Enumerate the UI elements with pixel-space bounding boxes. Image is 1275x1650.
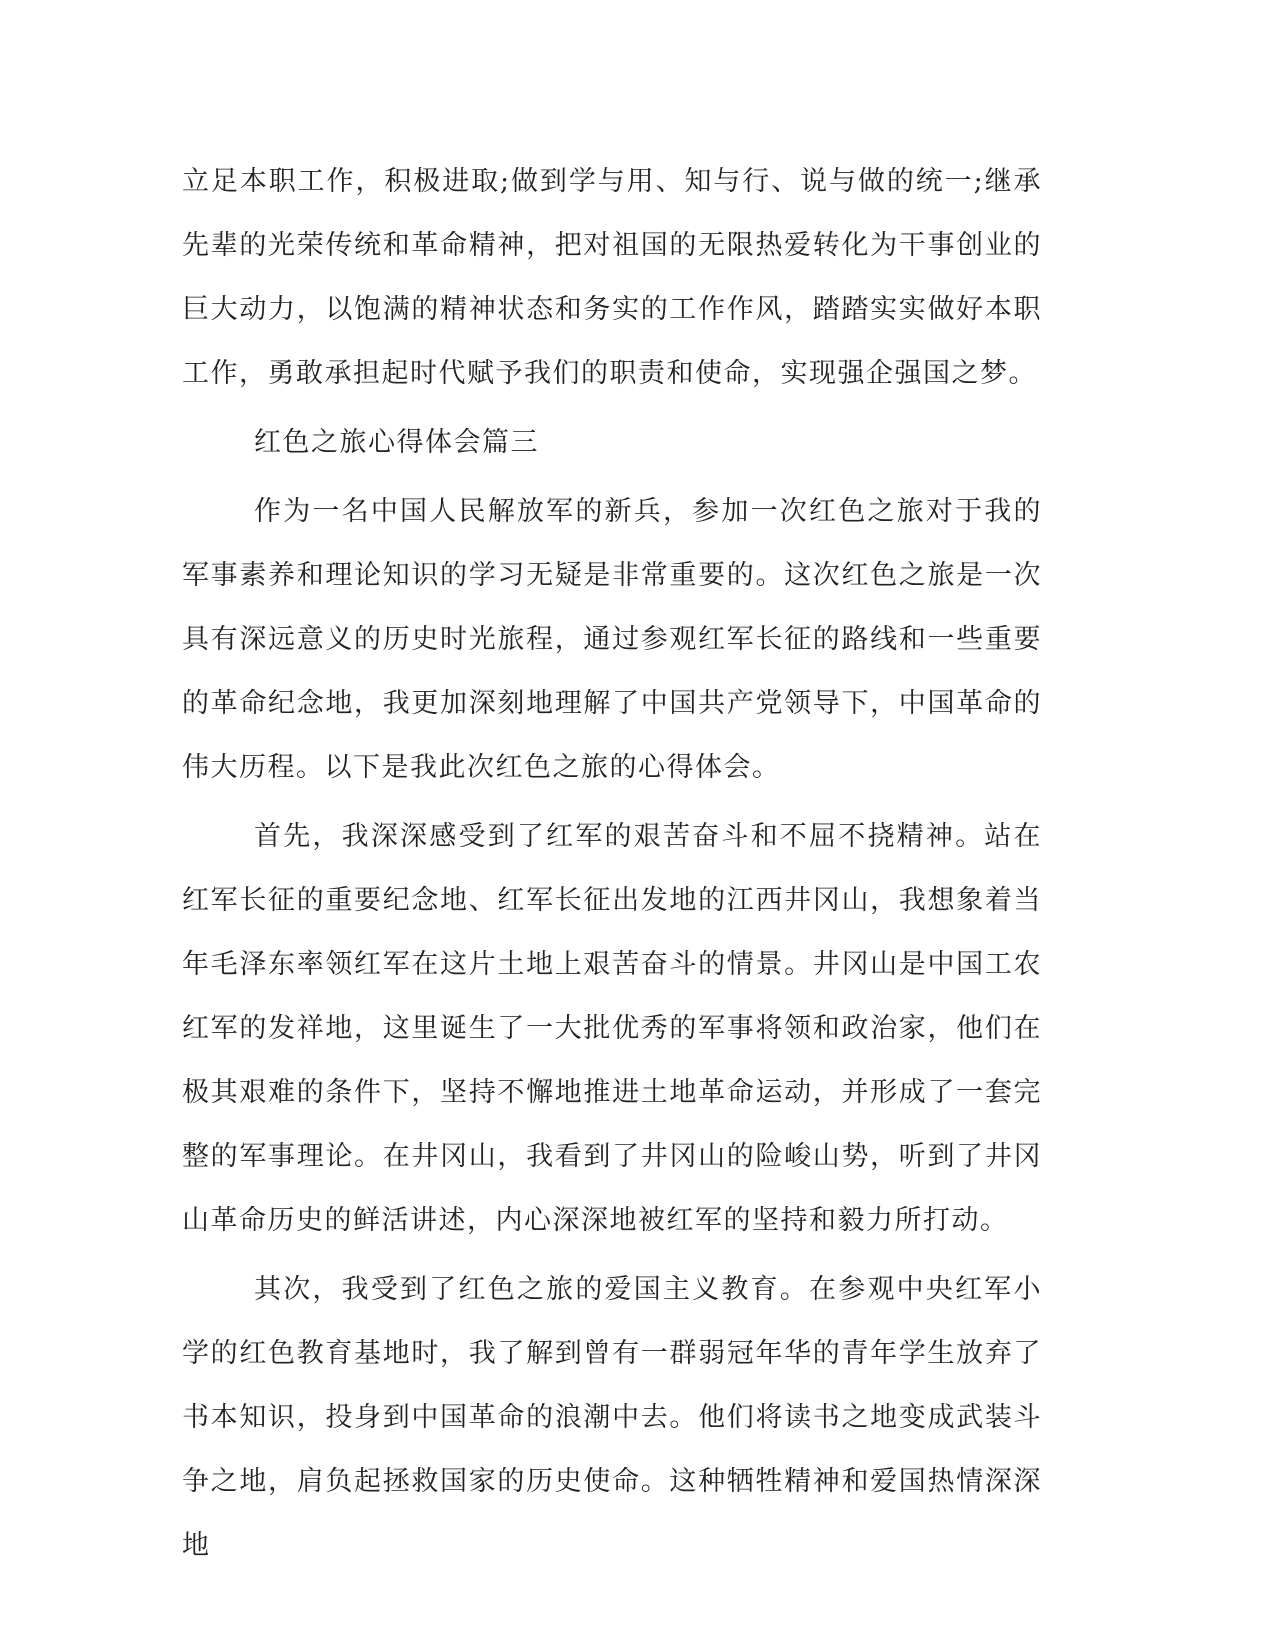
paragraph-continuation: 立足本职工作，积极进取;做到学与用、知与行、说与做的统一;继承先辈的光荣传统和革命精神，把对祖国的无限热爱转化为干事创业的巨大动力，以饱满的精神状态和务实的工作作风，踏踏实实做好本职工作，勇敢承担起时代赋予我们的职责和使命，实现强企强国之梦。	[182, 166, 1042, 389]
paragraph-first: 首先，我深深感受到了红军的艰苦奋斗和不屈不挠精神。站在红军长征的重要纪念地、红军长征出发地的江西井冈山，我想象着当年毛泽东率领红军在这片土地上艰苦奋斗的情景。井冈山是中国工农红军的发祥地，这里诞生了一大批优秀的军事将领和政治家，他们在极其艰难的条件下，坚持不懈地推进土地革命运动，并形成了一套完整的军事理论。在井冈山，我看到了井冈山的险峻山势，听到了井冈山革命历史的鲜活讲述，内心深深地被红军的坚持和毅力所打动。	[182, 821, 1042, 1236]
document-body	[182, 150, 1042, 1578]
paragraph-intro: 作为一名中国人民解放军的新兵，参加一次红色之旅对于我的军事素养和理论知识的学习无疑是非常重要的。这次红色之旅是一次具有深远意义的历史时光旅程，通过参观红军长征的路线和一些重要的革命纪念地，我更加深刻地理解了中国共产党领导下，中国革命的伟大历程。以下是我此次红色之旅的心得体会。	[182, 496, 1042, 783]
section-heading: 红色之旅心得体会篇三	[254, 427, 539, 458]
paragraph-second: 其次，我受到了红色之旅的爱国主义教育。在参观中央红军小学的红色教育基地时，我了解到曾有一群弱冠年华的青年学生放弃了书本知识，投身到中国革命的浪潮中去。他们将读书之地变成武装斗争之地，肩负起拯救国家的历史使命。这种牺牲精神和爱国热情深深地	[182, 1274, 1042, 1561]
